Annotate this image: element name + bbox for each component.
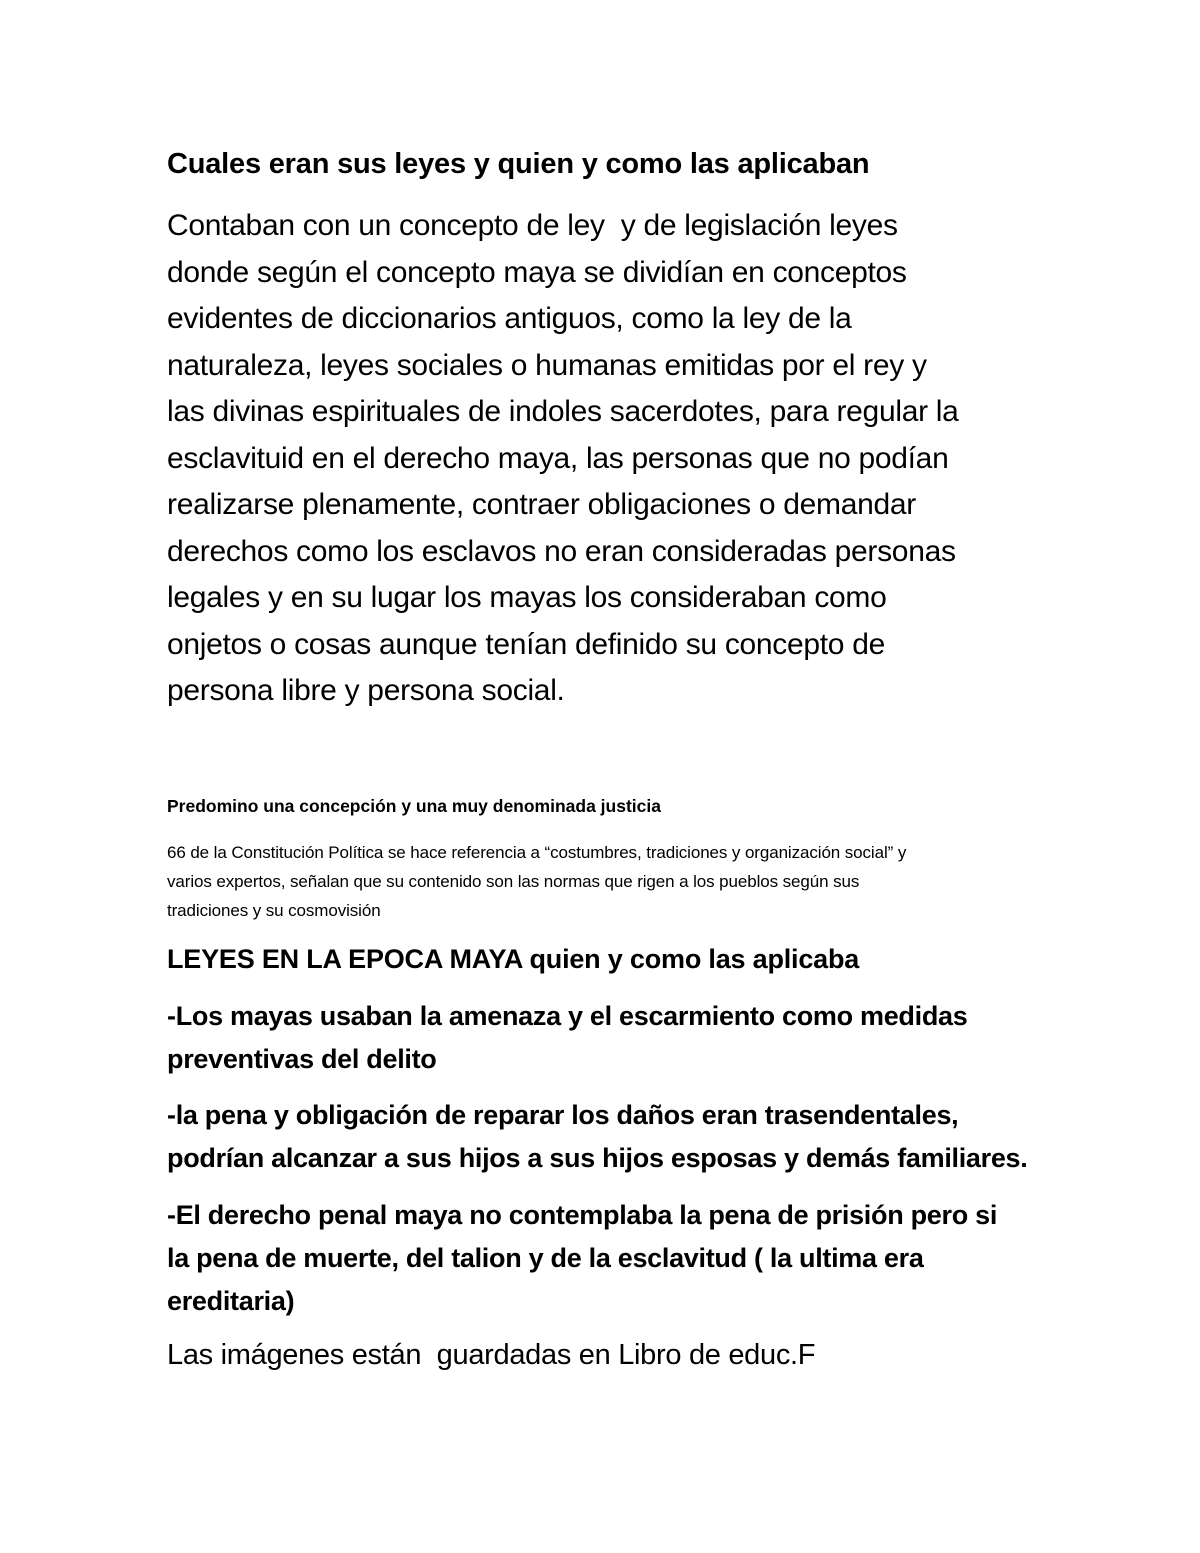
constitution-paragraph: 66 de la Constitución Política se hace referencia a “costumbres, tradiciones y organización social” y varios expertos, señalan que su contenido son las normas que rigen a los pueblos según sus tradiciones y su cosmovisión [167,843,907,920]
bullet-paragraph-reparation: -la pena y obligación de reparar los daños eran trasendentales, podrían alcanzar a sus hijos a sus hijos esposas y demás familiares. [167,1100,1028,1173]
document-heading: Cuales eran sus leyes y quien y como las aplicaban [167,148,870,180]
main-paragraph: Contaban con un concepto de ley y de legislación leyes donde según el concepto maya se dividían en conceptos evidentes de diccionarios antiguos, como la ley de la naturaleza, leyes sociales o humanas emitidas por el rey y las divinas espirituales de indoles sacerdotes, para regular la esclavituid en el derecho maya, las personas que no podían realizarse plenamente, contraer obligaciones o demandar derechos como los esclavos no eran consideradas personas legales y en su lugar los mayas los consideraban como onjetos o cosas aunque tenían definido su concepto de persona libre y persona social. [167,209,959,707]
bullet-paragraph-penal-law: -El derecho penal maya no contemplaba la pena de prisión pero si la pena de muerte, del talion y de la esclavitud ( la ultima era ereditaria) [167,1200,998,1316]
maya-laws-heading: LEYES EN LA EPOCA MAYA quien y como las aplicaba [167,944,860,974]
justice-subheading: Predomino una concepción y una muy denominada justicia [167,796,661,816]
closing-note: Las imágenes están guardadas en Libro de educ.F [167,1339,816,1371]
bullet-paragraph-threat: -Los mayas usaban la amenaza y el escarmiento como medidas preventivas del delito [167,1001,968,1074]
